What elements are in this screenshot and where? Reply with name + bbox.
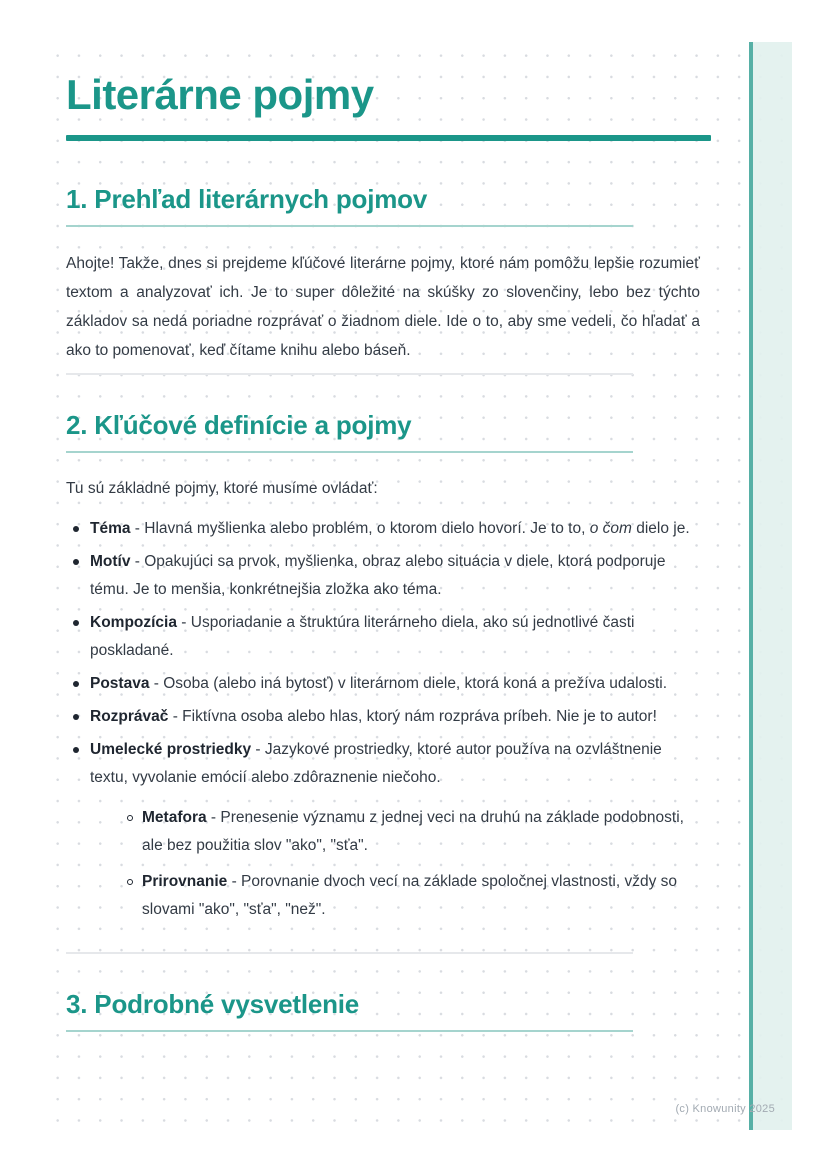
definition-text: - Jazykové prostriedky, ktoré autor používa na ozvláštnenie textu, vyvolanie emócií alebo zdôraznenie niečoho. (90, 740, 662, 786)
definition-text: - Hlavná myšlienka alebo problém, o ktorom dielo hovorí. Je to to, (130, 519, 590, 537)
section-definitions (66, 409, 700, 924)
definition-text: - Usporiadanie a štruktúra literárneho diela, ako sú jednotlivé časti poskladané. (90, 613, 635, 659)
definition-text: - Prenesenie významu z jednej veci na druhú na základe podobnosti, ale bez použitia slov "ako", "sťa". (142, 808, 684, 854)
copyright-footer: (c) Knowunity 2025 (675, 1103, 775, 1115)
disc-bullet-icon (73, 681, 79, 687)
term-item (66, 670, 700, 698)
document-content (66, 42, 700, 1032)
section-2-intro: Tu sú základné pojmy, ktoré musíme ovládať: (66, 479, 378, 497)
disc-bullet-icon (73, 620, 79, 626)
term-label: Motív (90, 552, 131, 570)
disc-bullet-icon (73, 526, 79, 532)
notes-sheet (42, 42, 792, 1130)
section-explanation (66, 988, 700, 1032)
definition-text: - Osoba (alebo iná bytosť) v literárnom diele, ktorá koná a prežíva udalosti. (149, 674, 668, 692)
section-divider (66, 373, 633, 375)
disc-bullet-icon (73, 714, 79, 720)
definition-text: - Opakujúci sa prvok, myšlienka, obraz alebo situácia v diele, ktorá podporuje tému. Je to menšia, konkrétnejšia zložka ako téma. (90, 552, 666, 598)
term-label: Kompozícia (90, 613, 177, 631)
definition-text: - Fiktívna osoba alebo hlas, ktorý nám rozpráva príbeh. Nie je to autor! (168, 707, 657, 725)
terms-list (66, 515, 700, 924)
section-overview (66, 183, 700, 365)
section-1-paragraph: Ahojte! Takže, dnes si prejdeme kľúčové literárne pojmy, ktoré nám pomôžu lepšie rozumieť textom a analyzovať ich. Je to super dôležité na skúšky zo slovenčiny, lebo bez týchto základov sa nedá poriadne rozprávať o žiadnom diele. Ide o to, aby sme vedeli, čo hľadať a ako to pomenovať, keď čítame knihu alebo báseň. (66, 255, 700, 360)
sub-term-item (118, 804, 700, 860)
heading-underline (66, 225, 633, 227)
circle-bullet-icon (127, 879, 133, 885)
term-item (66, 736, 700, 924)
section-divider (66, 952, 633, 954)
term-item (66, 609, 700, 665)
sub-term-item (118, 868, 700, 924)
term-item (66, 515, 700, 543)
heading-underline (66, 1030, 633, 1032)
term-label: Téma (90, 519, 131, 537)
section-2-heading: 2. Kľúčové definície a pojmy (66, 410, 412, 441)
margin-stripe (749, 42, 792, 1130)
definition-text: dielo je. (631, 519, 690, 537)
page-title: Literárne pojmy (66, 71, 374, 118)
term-label: Metafora (142, 808, 207, 826)
term-label: Rozprávač (90, 707, 169, 725)
section-3-heading: 3. Podrobné vysvetlenie (66, 988, 360, 1019)
term-label: Umelecké prostriedky (90, 740, 252, 758)
heading-underline (66, 451, 633, 453)
section-1-heading: 1. Prehľad literárnych pojmov (66, 184, 428, 215)
title-rule (66, 135, 711, 141)
definition-text-italic: o čom (589, 519, 632, 537)
term-label: Prirovnanie (142, 872, 228, 890)
sub-terms-list (118, 804, 700, 924)
disc-bullet-icon (73, 747, 79, 753)
term-item (66, 703, 700, 731)
definition-text: - Porovnanie dvoch vecí na základe spoločnej vlastnosti, vždy so slovami "ako", "sťa", "než". (142, 872, 678, 918)
term-item (66, 548, 700, 604)
term-label: Postava (90, 674, 150, 692)
circle-bullet-icon (127, 815, 133, 821)
disc-bullet-icon (73, 559, 79, 565)
